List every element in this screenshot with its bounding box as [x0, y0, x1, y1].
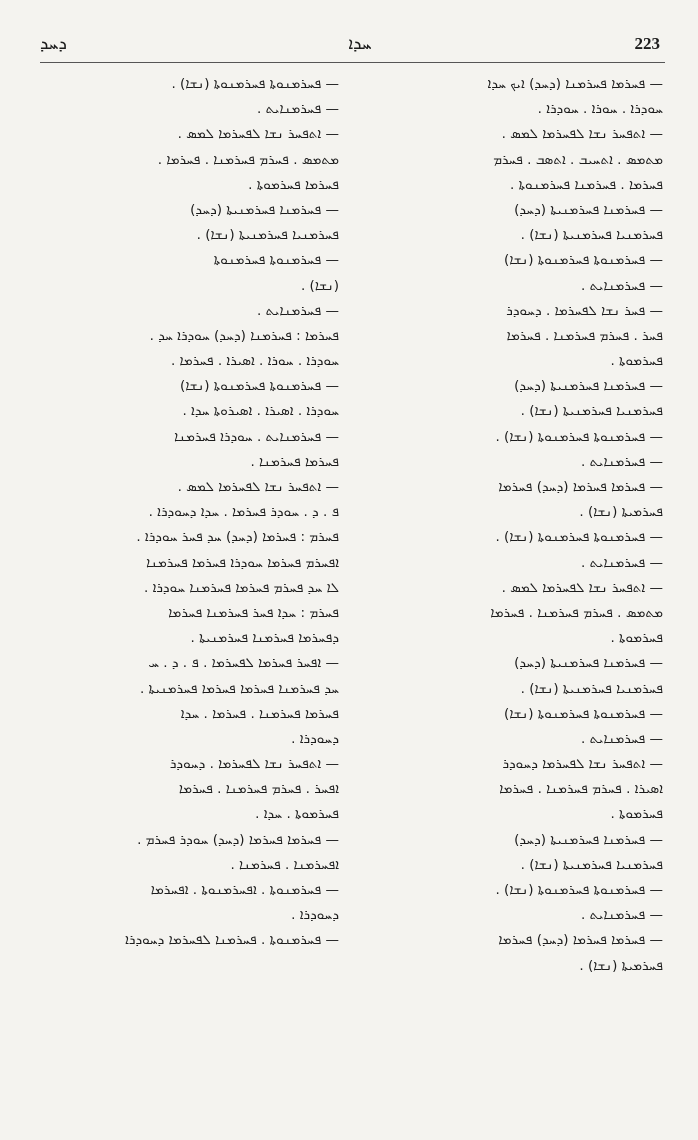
entry-line: — ܦܚܪܡܢܐܝܬ . ܚܘܕܪܐ ܦܚܪܡܢܐ: [174, 428, 339, 445]
entry-line: ܦܚܪܡܢܝܐ ܦܚܪܡܢܝܬܐ (ܢܫܐ) .: [520, 680, 663, 697]
entry-line: ܦܚܪܡܢܝܐ ܦܚܪܡܢܝܬܐ (ܢܫܐ) .: [520, 227, 663, 244]
entry-line: — ܦܚܪܡܢܘܬܐ ܦܚܪܡܢܘܬܐ (ܢܫܐ): [504, 252, 663, 269]
entry-line: ܦܚܪܡܢܝܐ ܦܚܪܡܢܝܬܐ (ܢܫܐ) .: [520, 403, 663, 420]
entry-line: ܚܘܕܪܐ . ܐܣܝܪܐ . ܐܣܝܪܘܬܐ ܚܕܐ .: [182, 403, 339, 420]
entry-line: ܦܚܪ . ܦܚܪܡ ܦܚܪܡܢܐ . ܦܚܪܡܐ: [506, 327, 663, 344]
entry-line: — ܐܬܦܚܪ ܢܫܐ ܠܦܚܪܡܐ ܠܡܣ .: [177, 479, 339, 495]
entry-line: ܐܦܚܪܡܢܐ . ܦܚܪܡܢܐ .: [230, 856, 339, 873]
entry-line: ܡܬܡܣ . ܦܚܪܡ ܦܚܪܡܢܐ . ܦܚܪܡܐ .: [157, 151, 339, 168]
entry-line: (ܢܫܐ) .: [300, 277, 339, 294]
entry-line: — ܦܚܪܡܢܘܬܐ ܦܚܪܡܢܘܬܐ (ܢܫܐ): [504, 705, 663, 722]
entry-line: ܐܣܝܪܐ . ܦܚܪܡ ܦܚܪܡܢܐ . ܦܚܪܡܐ: [499, 781, 663, 798]
entry-line: — ܐܬܦܚܪ ܢܫܐ ܠܦܚܪܡܐ . ܕܚܘܕܪ: [169, 756, 339, 773]
entry-line: ܠܐ ܚܕ ܦܚܪܡ ܦܚܪܡܐ ܦܚܪܡܢܐ ܚܘܕܪܐ .: [143, 579, 339, 596]
entry-line: — ܐܬܦܚܪ ܢܫܐ ܠܦܚܪܡܐ ܠܡܣ .: [177, 126, 339, 143]
entry-line: — ܦܚܪܡܢܐܝܬ .: [580, 554, 663, 571]
entry-line: — ܦܚܪܡܢܐ ܦܚܪܡܢܝܬܐ (ܕܚܕ): [514, 655, 663, 672]
entry-line: ܦܚܪܡܐ : ܦܚܪܡܢܐ (ܕܚܕ) ܚܘܕܪܐ ܚܕ .: [149, 327, 339, 344]
entry-line: ܐܦܚܪܡ ܦܚܪܡܐ ܚܘܕܪܐ ܦܚܪܡܐ ܦܚܪܡܢܐ: [146, 554, 339, 571]
header-catchword-center: ܚܕܐ: [348, 34, 372, 54]
entry-line: ܚܘܕܪܐ . ܚܘܪܐ . ܚܘܕܪܐ .: [537, 101, 663, 118]
entry-line: ܦܚܪܡܝܬܐ (ܢܫܐ) .: [579, 957, 663, 974]
entry-line: — ܦܚܪܡܢܘܬܐ . ܦܚܪܡܢܐ ܠܦܚܪܡܐ ܕܚܘܕܪܐ: [125, 932, 339, 949]
entry-line: — ܦܚܪܡܢܐܝܬ .: [256, 101, 339, 118]
entry-line: — ܦܚܪܡܢܘܬܐ ܦܚܪܡܢܘܬܐ (ܢܫܐ): [180, 378, 339, 395]
entry-line: — ܐܬܦܚܪ ܢܫܐ ܠܦܚܪܡܐ ܠܡܣ .: [501, 126, 663, 143]
entry-line: ܦܚܪܡܢܝܐ ܦܚܪܡܢܝܬܐ (ܢܫܐ) .: [520, 856, 663, 873]
entry-line: ܦܚܪܡ : ܚܕܐ ܦܚܪ ܦܚܪܡܢܐ ܦܚܪܡܐ: [168, 604, 339, 621]
entry-line: — ܐܦܚܪ ܦܚܪܡܐ ܠܦܚܪܡܐ . ܦ . ܕ . ܚ: [148, 655, 339, 672]
entry-line: ܦܚܪܡܐ ܦܚܪܡܘܬܐ .: [248, 176, 339, 193]
entry-line: ܦܚܪܡܘܬܐ .: [610, 353, 663, 370]
entry-line: ܡܬܡܣ . ܐܬܚܝܒ . ܐܬܣܒ . ܦܚܪܡ: [493, 151, 663, 168]
entry-line: — ܦܚܪܡܢܐ ܦܚܪܡܢܝܬܐ (ܕܚܕ): [514, 201, 663, 218]
entry-line: — ܦܚܪܡܢܘܬܐ ܦܚܪܡܢܘܬܐ: [213, 252, 339, 269]
entry-line: ܦܚܪܡܐ . ܦܚܪܡܢܐ ܦܚܪܡܢܘܬܐ .: [510, 176, 663, 193]
entry-line: ܦܚܪܡܐ ܦܚܪܡܢܐ .: [250, 453, 339, 470]
entry-line: ܦܚܪܡܢܝܐ ܦܚܪܡܢܝܬܐ (ܢܫܐ) .: [196, 227, 339, 244]
entry-line: — ܦܚܪܡܢܐ ܦܚܪܡܢܝܬܐ (ܕܚܕ): [514, 831, 663, 848]
entry-line: — ܐܬܦܚܪ ܢܫܐ ܠܦܚܪܡܐ ܕܚܘܕܪ: [502, 756, 663, 773]
entry-line: ܚܕ ܦܚܪܡܢܐ ܦܚܪܡܐ ܦܚܪܡܐ ܦܚܪܡܢܝܬܐ .: [139, 680, 339, 697]
entry-line: — ܦܚܪܡܢܐ ܦܚܪܡܢܝܬܐ (ܕܚܕ): [190, 201, 339, 218]
header-rule: [40, 62, 665, 63]
entry-line: ܦܚܪܡܝܬܐ (ܢܫܐ) .: [579, 504, 663, 521]
entry-line: ܕܚܘܕܪܐ .: [291, 907, 339, 924]
entry-line: — ܦܚܪܡܢܐܝܬ .: [580, 730, 663, 747]
entry-line: — ܦܚܪܡܢܐܝܬ .: [580, 453, 663, 470]
entry-line: — ܦܚܪܡܢܐܝܬ .: [256, 302, 339, 319]
entry-line: — ܦܚܪܡܢܘܬܐ ܦܚܪܡܢܘܬܐ (ܢܫܐ) .: [495, 529, 663, 546]
entry-line: — ܦܚܪܡܐ ܦܚܪܡܐ (ܕܚܕ) ܚܘܕܪ ܦܚܪܡ .: [137, 831, 339, 848]
entry-line: ܦܚܪܡܘܬܐ . ܚܕܐ .: [255, 806, 339, 823]
entry-line: — ܦܚܪܡܐ ܦܚܪܡܢܐ (ܕܚܕ) ܐܝܟ ܚܕܐ: [487, 76, 663, 92]
entry-line: — ܐܬܦܚܪ ܢܫܐ ܠܦܚܪܡܐ ܠܡܣ .: [501, 579, 663, 596]
entry-line: ܐܦܚܪ . ܦܚܪܡ ܦܚܪܡܢܐ . ܦܚܪܡܐ: [178, 781, 339, 798]
page-number: 223: [634, 34, 660, 53]
entry-line: — ܦܚܪܡܢܘܬܐ . ܐܦܚܪܡܢܘܬܐ . ܐܦܚܪܡܐ: [150, 882, 339, 898]
entry-line: — ܦܚܪ ܢܫܐ ܠܦܚܪܡܐ . ܕܚܘܕܪ: [506, 302, 663, 319]
entry-line: — ܦܚܪܡܢܐܝܬ .: [580, 277, 663, 294]
column-right: [368, 72, 663, 979]
entry-line: ܦ . ܕ . ܚܘܕܪ ܦܚܪܡܐ . ܚܕܐ ܕܚܘܕܪܐ .: [148, 504, 339, 521]
entry-line: — ܦܚܪܡܢܘܬܐ ܦܚܪܡܢܘܬܐ (ܢܫܐ) .: [171, 76, 339, 92]
entry-line: ܕܦܚܪܡܐ ܦܚܪܡܢܐ ܦܚܪܡܢܝܬܐ .: [190, 630, 339, 647]
header-catchword-left: ܕܚܕ: [40, 34, 67, 54]
entry-line: ܦܚܪܡܐ ܦܚܪܡܢܐ . ܦܚܪܡܐ . ܚܕܐ: [180, 705, 339, 722]
entry-line: — ܦܚܪܡܢܐ ܦܚܪܡܢܝܬܐ (ܕܚܕ): [514, 378, 663, 395]
entry-line: ܡܬܡܣ . ܦܚܪܡ ܦܚܪܡܢܐ . ܦܚܪܡܐ: [490, 604, 663, 621]
entry-line: — ܦܚܪܡܢܘܬܐ ܦܚܪܡܢܘܬܐ (ܢܫܐ) .: [495, 882, 663, 898]
entry-line: ܦܚܪܡܘܬܐ .: [610, 806, 663, 823]
running-header: [40, 34, 660, 64]
entry-line: ܕܚܘܕܪܐ .: [291, 730, 339, 747]
entry-line: — ܦܚܪܡܐ ܦܚܪܡܐ (ܕܚܕ) ܦܚܪܡܐ: [498, 932, 663, 949]
entry-line: ܦܚܪܡܘܬܐ .: [610, 630, 663, 647]
entry-line: — ܦܚܪܡܢܐܝܬ .: [580, 907, 663, 924]
entry-line: — ܦܚܪܡܐ ܦܚܪܡܐ (ܕܚܕ) ܦܚܪܡܐ: [498, 479, 663, 495]
column-left: [44, 72, 339, 954]
entry-line: ܦܚܪܡ : ܦܚܪܡܐ (ܕܚܕ) ܚܕ ܦܚܪ ܚܘܕܪܐ .: [136, 529, 339, 546]
entry-line: ܚܘܕܪܐ . ܚܘܪܐ . ܐܣܝܪܐ . ܦܚܪܡܐ .: [170, 353, 339, 370]
entry-line: — ܦܚܪܡܢܘܬܐ ܦܚܪܡܢܘܬܐ (ܢܫܐ) .: [495, 428, 663, 445]
